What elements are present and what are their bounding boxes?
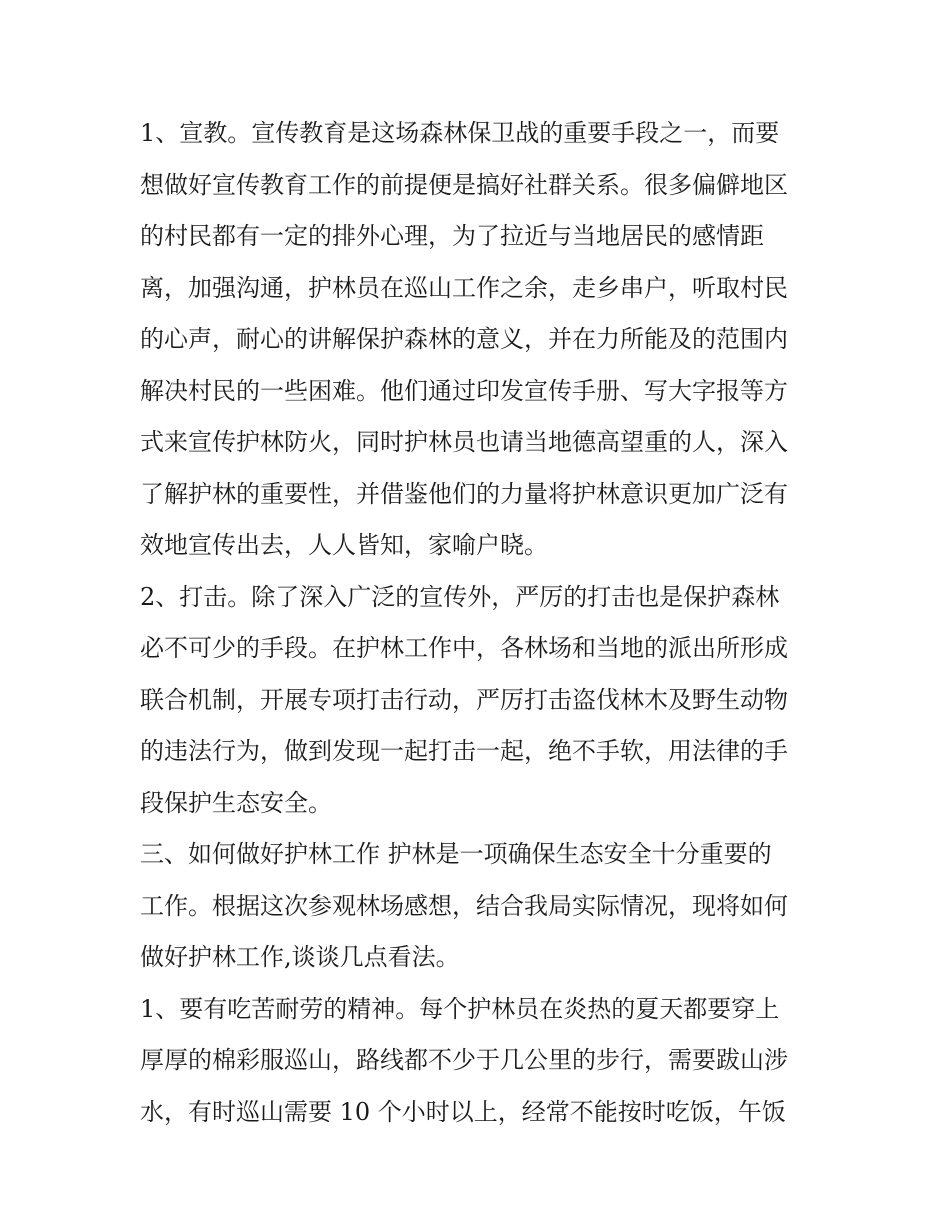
text-line: 1、要有吃苦耐劳的精神。每个护林员在炎热的夏天都要穿上 (140, 994, 780, 1023)
text-line: 式来宣传护林防火，同时护林员也请当地德高望重的人，深入 (140, 428, 788, 456)
text-line: 必不可少的手段。在护林工作中，各林场和当地的派出所形成 (140, 634, 788, 662)
text-line: 的违法行为，做到发现一起打击一起，绝不手软，用法律的手 (140, 737, 788, 765)
text-line: 段保护生态安全。 (140, 788, 332, 817)
text-line: 2、打击。除了深入广泛的宣传外，严厉的打击也是保护森林 (140, 582, 780, 611)
text-line: 想做好宣传教育工作的前提便是搞好社群关系。很多偏僻地区 (140, 170, 788, 199)
text-line: 联合机制，开展专项打击行动，严厉打击盗伐林木及野生动物 (140, 685, 788, 714)
text-line: 效地宣传出去，人人皆知，家喻户晓。 (140, 531, 548, 559)
text-line: 工作。根据这次参观林场感想，结合我局实际情况，现将如何 (140, 891, 788, 920)
text-line: 的村民都有一定的排外心理，为了拉近与当地居民的感情距 (140, 222, 764, 250)
text-line: 了解护林的重要性，并借鉴他们的力量将护林意识更加广泛有 (140, 479, 788, 508)
text-line: 三、如何做好护林工作 护林是一项确保生态安全十分重要的 (140, 840, 772, 868)
text-line: 离，加强沟通，护林员在巡山工作之余，走乡串户，听取村民 (140, 273, 788, 302)
document-body (140, 108, 830, 1138)
text-line: 做好护林工作,谈谈几点看法。 (140, 943, 460, 971)
text-line: 厚厚的棉彩服巡山，路线都不少于几公里的步行，需要跋山涉 (140, 1046, 788, 1074)
text-line: 1、宣教。宣传教育是这场森林保卫战的重要手段之一，而要 (140, 119, 780, 147)
text-line: 水，有时巡山需要 10 个小时以上，经常不能按时吃饭，午饭 (140, 1097, 786, 1126)
text-line: 的心声，耐心的讲解保护森林的意义，并在力所能及的范围内 (140, 325, 788, 353)
text-line: 解决村民的一些困难。他们通过印发宣传手册、写大字报等方 (140, 376, 788, 405)
